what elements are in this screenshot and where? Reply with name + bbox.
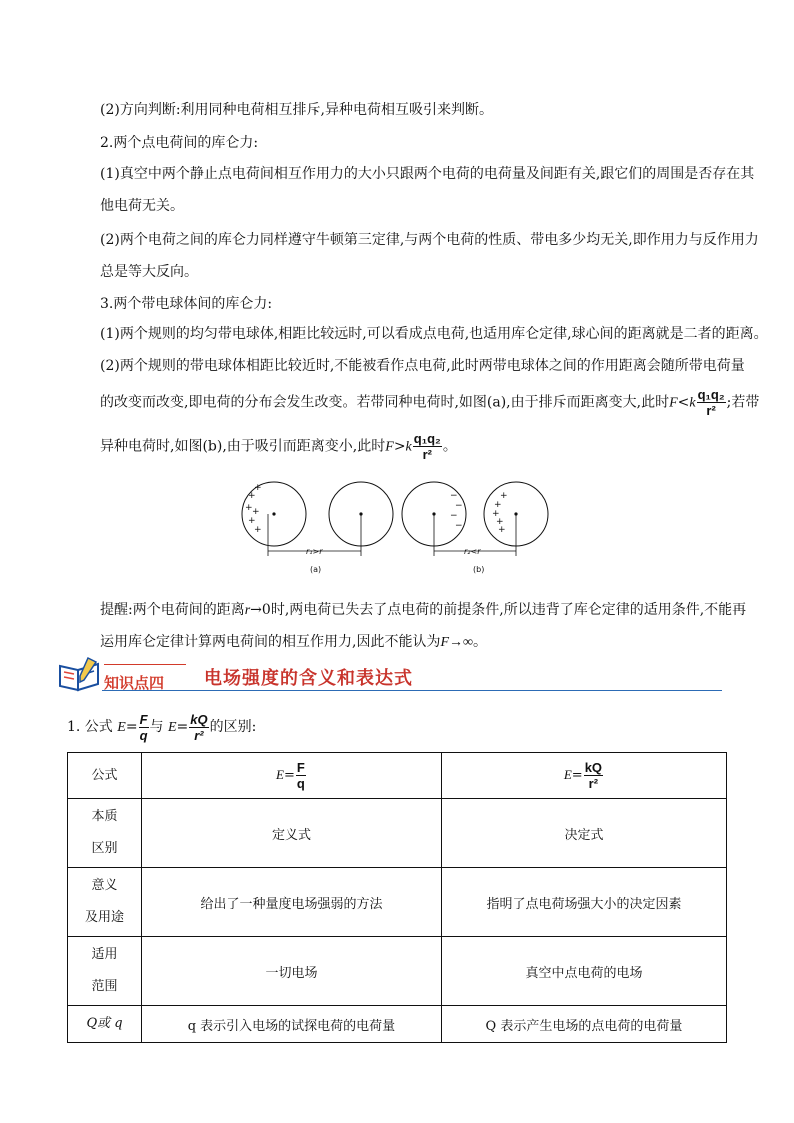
text-line: (1)真空中两个静止点电荷间相互作用力的大小只跟两个电荷的电荷量及间距有关,跟它们的周围是否存在其 [100,166,755,182]
comparison-table [67,752,727,1043]
text-line: (2)方向判断:利用同种电荷相互排斥,异种电荷相互吸引来判断。 [100,102,493,118]
plus-sign: + [245,503,253,513]
minus-sign: − [450,491,458,501]
text-line: 他电荷无关。 [100,198,184,214]
text-line: (2)两个电荷之间的库仑力同样遵守牛顿第三定律,与两个电荷的性质、带电多少均无关,即作用力与反作用力 [100,232,759,248]
table-cell: q 表示引入电场的试探电荷的电荷量 [142,1006,442,1043]
text-line: (1)两个规则的均匀带电球体,相距比较远时,可以看成点电荷,也适用库仑定律,球心间的距离就是二者的距离。 [100,326,768,342]
table-cell: 一切电场 [142,937,442,1006]
plus-sign: + [248,491,256,501]
plus-sign: + [252,507,260,517]
table-cell: 决定式 [441,799,726,868]
table-row [68,868,727,937]
row-head: 公式 [68,753,142,799]
text-line: 总是等大反向。 [100,264,198,280]
book-icon [58,656,102,694]
row-head: 本质 区别 [68,799,142,868]
text-line: 2.两个点电荷间的库仑力: [100,135,259,151]
table-cell: 定义式 [142,799,442,868]
plus-sign: + [500,491,508,501]
charged-spheres-figure [238,474,560,580]
caption-a: (a) [310,565,322,574]
plus-sign: + [498,525,506,535]
section-tag: 知识点四 [104,674,165,692]
table-cell: 给出了一种量度电场强弱的方法 [142,868,442,937]
section-header [58,652,722,696]
tip-line: 运用库仑定律计算两电荷间的相互作用力,因此不能认为F→∞。 [100,634,487,650]
table-row [68,753,727,799]
formula-cell: E= $\frac{F}{q}$ [142,753,442,799]
plus-sign: + [492,509,500,519]
formula-cell: E= $\frac{kQ}{\text{r²}}$ [441,753,726,799]
table-row [68,1006,727,1043]
text-line-formula-b: 异种电荷时,如图(b),由于吸引而距离变小,此时F>k $\frac{\text{q₁q₂}}{\text{r²}}$ 。 [100,431,457,462]
minus-sign: − [455,501,463,511]
minus-sign: − [455,521,463,531]
table-row [68,937,727,1006]
section-title: 电场强度的含义和表达式 [204,668,413,689]
table-row [68,799,727,868]
plus-sign: + [494,500,502,510]
formula-intro: 1. 公式 E= $\frac{F}{q}$ 与 E= $\frac{kQ}{\text{r²}}$ 的区别: [67,711,257,743]
plus-sign: + [254,483,262,493]
table-cell: 指明了点电荷场强大小的决定因素 [441,868,726,937]
distance-label-a: r₁>r [306,547,323,556]
distance-label-b: r₂<r [464,547,481,556]
table-cell: 真空中点电荷的电场 [441,937,726,1006]
table-cell: Q 表示产生电场的点电荷的电荷量 [441,1006,726,1043]
row-head: Q或 q [68,1006,142,1043]
tip-line: 提醒:两个电荷间的距离r→0时,两电荷已失去了点电荷的前提条件,所以违背了库仑定律的适用条件,不能再 [100,602,747,618]
text-line: (2)两个规则的带电球体相距比较近时,不能被看作点电荷,此时两带电球体之间的作用距离会随所带电荷量 [100,358,745,374]
caption-b: (b) [473,565,485,574]
plus-sign: + [248,516,256,526]
plus-sign: + [254,525,262,535]
plus-sign: + [496,517,504,527]
minus-sign: − [450,511,458,521]
row-head: 适用 范围 [68,937,142,1006]
fraction-q1q2-over-r2: $\frac{\text{q₁q₂}}{\text{r²}}$ [697,387,725,418]
text-line: 3.两个带电球体间的库仑力: [100,296,273,312]
text-line-formula-a: 的改变而改变,即电荷的分布会发生改变。若带同种电荷时,如图(a),由于排斥而距离变大,此时F<k $\frac{\text{q₁q₂}}{\text{r²}}$ ;若带 [100,387,760,418]
fraction-q1q2-over-r2: $\frac{\text{q₁q₂}}{\text{r²}}$ [413,431,441,462]
row-head: 意义 及用途 [68,868,142,937]
